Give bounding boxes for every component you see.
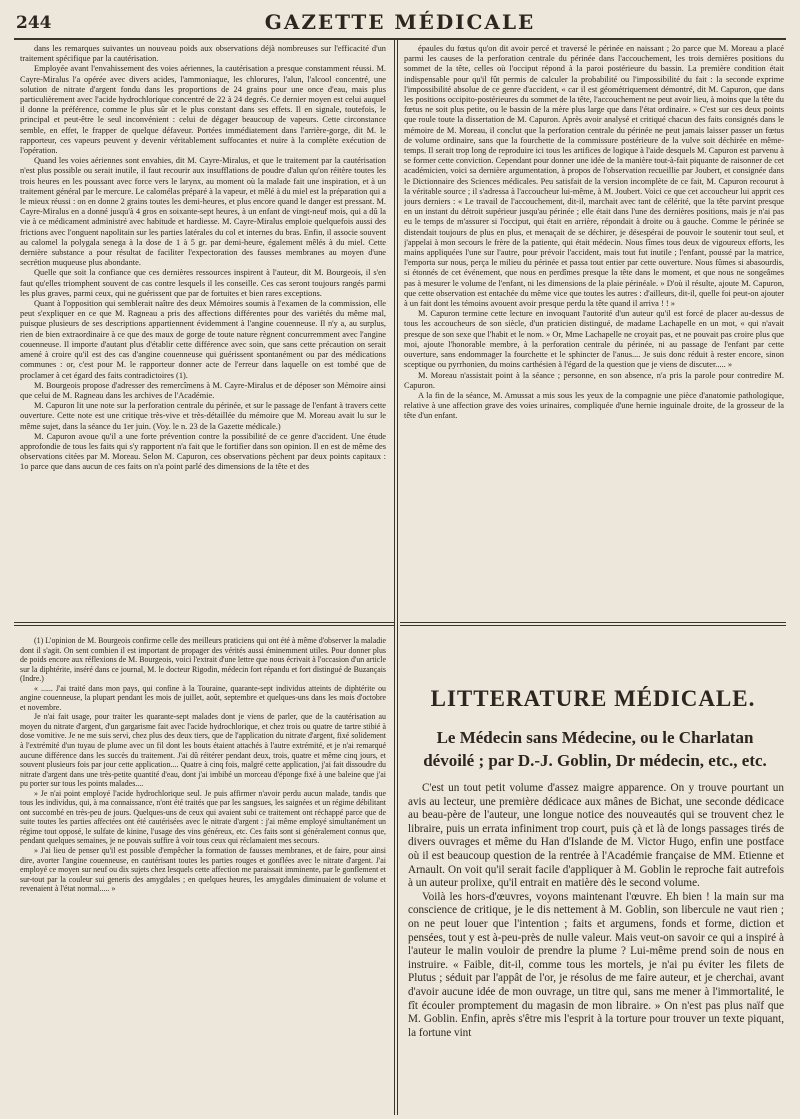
paragraph: C'est un tout petit volume d'assez maigre apparence. On y trouve pourtant un avis au lecteur, une première dédicace aux mânes de Bichat, une seconde dédicace au beau-père de l'auteur, une longue notice des nouveautés qui se trouvent chez le libraire, puis un errata infiniment trop court, puis çà et là de longs passages tirés de divers ouvrages et même du Han d'Islande de M. Victor Hugo, enfin une postface où il est beaucoup question de la rentrée à l'Académie française de MM. Etienne et Arnault. On voit qu'il serait facile d'appliquer à M. Goblin le reproche fait autrefois à un auteur prolixe, qu'il entrait en matière dès le second volume.: [408, 782, 784, 890]
paragraph: M. Moreau n'assistait point à la séance ; personne, en son absence, n'a pris la parole pour contredire M. Capuron.: [404, 370, 784, 390]
section-rule: [400, 622, 786, 626]
paragraph: M. Capuron termine cette lecture en invoquant l'autorité d'un auteur qu'il est forcé de placer au-dessus de tous les accoucheurs de son siècle, d'un praticien distingué, de madame Lachapelle en un mot, « qui n'avait presque de son sexe que l'habit et le nom. » Or, Mme Lachapelle ne croyait pas, et ne pouvait pas croire plus que moi, ajoute l'honorable membre, à la perforation centrale du périnée, ni au passage de l'enfant par cette ouverture, sans endommager la fourchette et le sphincter de l'anus.... Je suis donc réduit à rester encore, sinon sceptique ou pyrrhonien, du moins carthésien à l'égard de la question que je viens de discuter..... »: [404, 309, 784, 370]
column-divider: [394, 40, 395, 1115]
footnote-paragraph: » J'ai lieu de penser qu'il est possible d'empêcher la formation de fausses membranes, et de faire, pour ainsi dire, avorter l'angine couenneuse, en cautérisant toutes les parties rouges et gonflées avec le nitrate d'argent. J'ai employé ce moyen sur neuf ou dix sujets chez lesquels cette affection me paraissait imminente, par le gonflement et sur-tout par la couleur sui generis des amygdales ; en quelques heures, les amygdales diminuaient de volume et revenaient à l'état normal..... »: [20, 846, 386, 894]
column-left-top: [20, 44, 386, 614]
footnote-rule: [14, 622, 394, 626]
footnote-paragraph: Je n'ai fait usage, pour traiter les quarante-sept malades dont je viens de parler, que de la cautérisation au moyen du nitrate d'argent, d'un gargarisme fait avec l'acide hydrochlorique, et chez trois ou quatre de tartre stibié à dose vomitive. Je ne me suis servi, chez plus des deux tiers, que de l'application du nitrate d'argent, fixé solidement à l'extrémité d'un tuyau de plume avec un fil dont les bouts étaient attachés à l'autre extrémité, et je n'ai remarqué aucune différence dans les succès du traitement. J'ai dû réitérer pendant deux, trois, quatre et même cinq jours, et souvent plusieurs fois par jour cette application.... Quatre à cinq fois, malgré cette application, j'ai fait dissoudre du nitrate d'argent dans une très-petite quantité d'eau, dont j'ai imbibé un morceau d'éponge fixé à une baleine que j'ai pu porter sur tous les points malades....: [20, 712, 386, 789]
paragraph: A la fin de la séance, M. Amussat a mis sous les yeux de la compagnie une pièce d'anatomie pathologique, relative à une affection grave des voies urinaires, compliquée d'une hernie inguinale droite, de la grosseur de la tête d'un enfant.: [404, 390, 784, 421]
column-divider: [397, 40, 398, 1115]
paragraph: M. Capuron lit une note sur la perforation centrale du périnée, et sur le passage de l'enfant à travers cette ouverture. Cette note est une critique très-vive et très-détaillée du mémoire que M. Moreau avait lu sur le même sujet, dans la séance du 1er juin. (Voy. le n. 23 de la Gazette médicale.): [20, 401, 386, 431]
paragraph: Quand les voies aériennes sont envahies, dit M. Cayre-Miralus, et que le traitement par la cautérisation n'est plus possible ou serait inutile, il faut recourir aux insufflations de poudre d'alun qu'on réitère toutes les trois heures en les poussant avec force vers le larynx, au moment où la malade fait une inspiration, et à un traitement général par le mercure. Le calomélas préparé à la vapeur, et mêlé à du miel est la préparation qui a le mieux réussi : on en donne 2 grains toutes les demi-heures, et plus encore quand le danger est pressant. M. Cayre-Miralus en a donné jusqu'à 4 gros en soixante-sept heures, à un enfant de vingt-neuf mois, qui a dû la vie à ce médicament administré avec habitude et hardiesse. M. Cayre-Miralus emploie quelquefois aussi des frictions avec l'onguent napolitain sur les parties latérales du col et internes du bras. Enfin, il associe souvent au calomel la polygala senega à la dose de 1 à 5 gr. par demi-heure, également mêlés à du miel. Cette dernière substance a pour résultat de faciliter l'expectoration des fausses membranes au moyen d'une secrétion muqueuse plus abondante.: [20, 156, 386, 268]
column-right-top: [404, 44, 784, 614]
paragraph: Employée avant l'envahissement des voies aériennes, la cautérisation a presque constamment réussi. M. Cayre-Miralus l'a opérée avec divers acides, l'ammoniaque, les chlorures, l'alun, l'alcool concentré, une solution de nitrate d'argent fondu dans les proportions de 24 grains pour une once d'eau, mais plus particulièrement avec l'acide hydrochlorique concentré de 22 à 24 degrés. Ce dernier moyen est celui auquel il donne la préférence, comme le plus sûr et le plus constant dans ses effets. Il en signale, toutefois, le principal et peut-être le seul inconvénient : celui de dégager beaucoup de vapeurs. Cette circonstance semble, en effet, le frapper de quelque défaveur. Portées immédiatement dans l'arrière-gorge, dit M. le rapporteur, ces vapeurs peuvent y devenir véritablement suffocantes et nuire à la complète exécution de l'opération.: [20, 64, 386, 156]
paragraph: Voilà les hors-d'œuvres, voyons maintenant l'œuvre. Eh bien ! la main sur ma conscience de critique, je le dis nettement à M. Goblin, son libercule ne vaut rien ; on ne peut louer que l'intention ; faits et argumens, fonds et forme, diction et pensées, tout y est à-peu-près de nulle valeur. Mais veut-on savoir ce qui a inspiré à l'auteur le malin vouloir de prendre la plume ? Lui-même prend soin de nous en instruire. « Faible, dit-il, comme tous les mortels, je n'ai pu éviter les filets de Plutus ; séduit par l'appât de l'or, je résolus de me faire auteur, et je cherchai, avant d'avoir aucune idée de mon ouvrage, un titre qui, sans me mener à l'immortalité, le fît écouler promptement du magasin de mon libraire. » On n'est pas plus naïf que M. Goblin. Enfin, après s'être mis l'esprit à la torture pour trouver un texte piquant, la fortune vint: [408, 890, 784, 1039]
paragraph: dans les remarques suivantes un nouveau poids aux observations déjà nombreuses sur l'efficacité d'un traitement spécifique par la cautérisation.: [20, 44, 386, 64]
footnote-column: [20, 636, 386, 1114]
paragraph: Quant à l'opposition qui semblerait naître des deux Mémoires soumis à l'examen de la commission, elle peut s'expliquer en ce que M. Ragneau a pris des affections différentes pour des variétés du même mal, puisque plusieurs de ses descriptions appartiennent évidemment à l'angine couenneuse. Il n'y a, au surplus, rien de bien extraordinaire à ce que des maux de gorge de toute nature règnent concurremment avec l'angine couenneuse. Il importe d'autant plus d'établir cette différence avec soin, que sans cette précaution on serait amené à croire qu'il est des cas d'angine couenneuse qui guérissent spontanément ou par des médications communes : or, c'est pour M. le rapporteur donner acte de l'erreur dans laquelle on est tombé que de proclamer à cet égard des faits contradictoires (1).: [20, 299, 386, 380]
section-heading: LITTERATURE MÉDICALE.: [430, 686, 756, 711]
paragraph: M. Capuron avoue qu'il a une forte prévention contre la possibilité de ce genre d'accident. Une étude approfondie de tous les faits qui s'y rapportent n'a fait que le fortifier dans son opinion. Il en est de même des observations citées par M. Moreau. Selon M. Capuron, ces observations pèchent par deux points capitaux : 1o parce que dans aucun de ces faits on n'a point parlé des dimensions de la tête et des: [20, 431, 386, 472]
paragraph: M. Bourgeois propose d'adresser des remercîmens à M. Cayre-Miralus et de déposer son Mémoire ainsi que celui de M. Ragneau dans les archives de l'Académie.: [20, 380, 386, 400]
page-number: 244: [16, 13, 52, 33]
journal-title: GAZETTE MÉDICALE: [264, 10, 536, 34]
footnote-paragraph: « ...... J'ai traité dans mon pays, qui confine à la Touraine, quarante-sept individus atteints de diphtérite ou angine couenneuse, la plupart pendant les mois de juillet, août, septembre et quelques-uns dans les mois d'octobre et novembre.: [20, 683, 386, 712]
paragraph: épaules du fœtus qu'on dit avoir percé et traversé le périnée en naissant ; 2o parce que M. Moreau a placé parmi les causes de la perforation centrale du périnée dans l'accouchement, les trois dernières positions du sommet de la tête, celles où l'occiput répond à la paroi postérieure du bassin. La première condition était indispensable pour qu'il fût permis de calculer la probabilité ou l'impossibilité du fait : la seconde exprime l'impossibilité absolue de ce genre d'accident, « car il est géométriquement démontré, dit M. Capuron, que dans les positions occipito-postérieures du sommet de la tête, l'accouchement ne peut avoir lieu, à moins que la tête du fœtus ne soit plus petite, ou le bassin de la mère plus large que dans l'état ordinaire. » C'est sur ces deux points que roule toute la dissertation de M. Capuron. Après avoir analysé et critiqué chacun des faits consignés dans le mémoire de M. Moreau, il conclut que la perforation centrale du périnée ne peut jamais laisser passer un fœtus de volume ordinaire, sans que la fourchette de la commissure postérieure de la vulve soit déchirée en même-temps. Il serait trop long de reproduire ici tous les artifices de logique à l'aide desquels M. Capuron est parvenu à se former cette conviction. Cependant pour donner une idée de la manière tout-à-fait piquante de raisonner de cet académicien, voici sa dernière argumentation, à propos de l'observation recueillie par Joubert, et consignée dans le Dictionnaire des Sciences médicales. Peu satisfait de la version incomplète de ce fait, M. Capuron recourut à la véritable source ; il s'adressa à l'accoucheur lui-même, à M. Joubert. Voici ce que cet accoucheur lui apprit ces jours derniers : « Le travail de l'accouchement, dit-il, marchait avec tant de célérité, que la tête parvint presque en un instant du détroit supérieur jusqu'au périnée ; elle était dans l'une des dernières positions, mais je n'ai pas eu le temps de m'assurer si l'occiput, qui était en arrière, répondait à droite ou à gauche. Comme le périnée se distendait toujours de plus en plus, et menaçait de se déchirer, je désespérai de pouvoir le soutenir tout seul, et j'appelai à mon secours le frère de la patiente, qui était médecin. Nous fîmes tous deux de vigoureux efforts, les mains appliquées l'une sur l'autre, pour prévoir l'accident, mais tout fut inutile ; l'enfant, poussé par la matrice, l'emporta sur nous, perça le milieu du périnée et passa tout entier par cette ouverture. Nous fûmes si abasourdis, si étonnés de cet événement, que nous en perdîmes presque la tête dans le moment, et que nous ne songeâmes pas à mesurer le volume de l'enfant, ni les dimensions de la plaie périnéale. » D'où il résulte, ajoute M. Capuron, que cette observation est entachée du même vice que toutes les autres : d'ailleurs, dit-il, quelle foi peut-on ajouter à un fait dont les témoins avouent avoir presque perdu la tête quand il arriva ! ! »: [404, 44, 784, 309]
footnote-paragraph: » Je n'ai point employé l'acide hydrochlorique seul. Je puis affirmer n'avoir perdu aucun malade, tandis que tous les individus, qui, à ma connaissance, n'ont été traités que par les sangsues, les saignées et un régime débilitant ont succombé en très-peu de jours. Quelques-uns de ceux qui avaient subi ce traitement ont réchappé parce que de suite toutes les parties affectées ont été cautérisées avec le nitrate d'argent : j'ai même employé simultanément un régime tout opposé, le sulfate de kinine, l'usage des vins généreux, etc. Ces faits sont si généralement connus que, pendant quelques semaines, je ne pouvais suffire à voir tous ceux qui réclamaient mes secours.: [20, 788, 386, 846]
page-header: [14, 8, 786, 40]
paragraph: Quelle que soit la confiance que ces dernières ressources inspirent à l'auteur, dit M. Bourgeois, il s'en faut qu'elles triomphent souvent de cas contre lesquels il les conseille. Ces cas seront toujours rangés parmi les plus graves, parmi ceux, qui ne guérissent que par de fortuites et bien rares exceptions.: [20, 268, 386, 298]
footnote-paragraph: (1) L'opinion de M. Bourgeois confirme celle des meilleurs praticiens qui ont été à même d'observer la maladie dont il s'agit. On sent combien il est important de propager des vérités aussi éminemment utiles. Pour donner plus de poids encore aux réflexions de M. Bourgeois, voici l'extrait d'une lettre que nous écrivait à l'occasion d'un article sur la diphtérite, inséré dans ce journal, M. le docteur Rigodin, médecin fort répandu et fort distingué de Buzançais (Indre.): [20, 636, 386, 684]
review-column: [408, 782, 784, 1114]
article-title: Le Médecin sans Médecine, ou le Charlatan dévoilé ; par D.-J. Goblin, Dr médecin, etc., etc.: [423, 728, 767, 770]
